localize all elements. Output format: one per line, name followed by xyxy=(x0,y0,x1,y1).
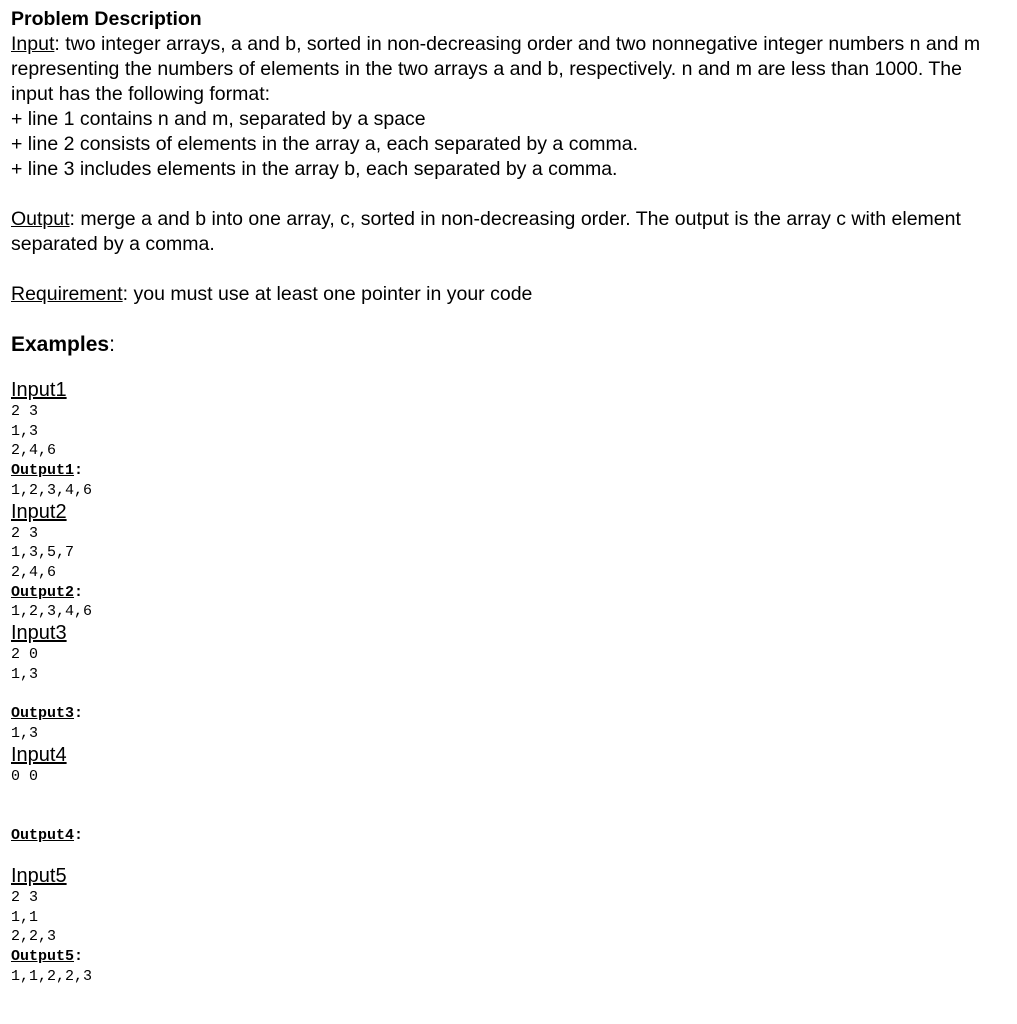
spacer xyxy=(11,257,1006,282)
example-input-label: Input2 xyxy=(11,500,67,523)
output-label: Output xyxy=(11,208,70,230)
problem-document xyxy=(11,6,1006,987)
spacer xyxy=(11,307,1006,332)
example-output-heading xyxy=(11,583,1006,603)
input-description xyxy=(11,32,1006,107)
input-label: Input xyxy=(11,33,55,55)
format-line-3: + line 3 includes elements in the array b, each separated by a comma. xyxy=(11,158,618,180)
examples-heading xyxy=(11,332,1006,358)
input-text: : two integer arrays, a and b, sorted in non-decreasing order and two nonnegative integer numbers n and m representing the numbers of elements in the two arrays a and b, respectively. n and m are less than 1000. The input has the following format: xyxy=(11,33,981,105)
example-input-line: 2 3 xyxy=(11,524,39,542)
example-input-line: 0 0 xyxy=(11,767,39,785)
example-input-line: 2 3 xyxy=(11,889,39,906)
example-output-line: 1,2,3,4,6 xyxy=(11,481,93,499)
example-output-line: 1,2,3,4,6 xyxy=(11,603,93,621)
example-blank-line xyxy=(11,845,1006,865)
example-input-line: 1,3 xyxy=(11,422,39,440)
example-input-line: 2,2,3 xyxy=(11,928,57,946)
example-output-colon: : xyxy=(74,462,84,480)
example-output-heading xyxy=(11,704,1006,724)
example-input-line: 2 3 xyxy=(11,403,39,420)
example-input-label: Input5 xyxy=(11,865,67,887)
examples-heading-label: Examples xyxy=(11,333,110,356)
example-output-colon: : xyxy=(74,826,84,844)
format-line-2: + line 2 consists of elements in the array a, each separated by a comma. xyxy=(11,133,639,155)
spacer xyxy=(11,182,1006,207)
example-output-label: Output3 xyxy=(11,705,75,723)
example-output-colon: : xyxy=(74,705,84,723)
example-input-label: Input3 xyxy=(11,622,67,645)
example-output-line: 1,1,2,2,3 xyxy=(11,967,93,985)
example-output-line: 1,3 xyxy=(11,724,39,742)
example-output-label: Output2 xyxy=(11,583,75,601)
output-description xyxy=(11,207,1006,257)
example-input-line: 2,4,6 xyxy=(11,442,57,460)
requirement-description xyxy=(11,282,1006,307)
example-blank-line xyxy=(11,684,1006,704)
example-output-colon: : xyxy=(74,583,84,601)
example-output-label: Output1 xyxy=(11,462,75,480)
example-blank-line xyxy=(11,806,1006,826)
examples-heading-colon: : xyxy=(109,333,115,356)
example-input-line: 1,1 xyxy=(11,908,39,926)
example-output-colon: : xyxy=(74,948,84,966)
example-output-heading xyxy=(11,947,1006,967)
example-input-line: 1,3 xyxy=(11,665,39,683)
example-output-heading xyxy=(11,461,1006,481)
requirement-label: Requirement xyxy=(11,283,123,305)
example-output-label: Output4 xyxy=(11,826,75,844)
example-input-line: 2 0 xyxy=(11,646,39,664)
example-output-label: Output5 xyxy=(11,948,75,966)
example-input-label: Input1 xyxy=(11,379,67,401)
example-blank-line xyxy=(11,786,1006,806)
output-text: : merge a and b into one array, c, sorted in non-decreasing order. The output is the array c with element separated by a comma. xyxy=(11,208,961,255)
page-title: Problem Description xyxy=(11,8,202,30)
requirement-text: : you must use at least one pointer in your code xyxy=(122,283,533,305)
example-input-line: 1,3,5,7 xyxy=(11,544,75,562)
example-input-line: 2,4,6 xyxy=(11,563,57,581)
example-output-heading xyxy=(11,826,1006,846)
format-line-1: + line 1 contains n and m, separated by a space xyxy=(11,108,426,130)
example-input-label: Input4 xyxy=(11,743,67,766)
